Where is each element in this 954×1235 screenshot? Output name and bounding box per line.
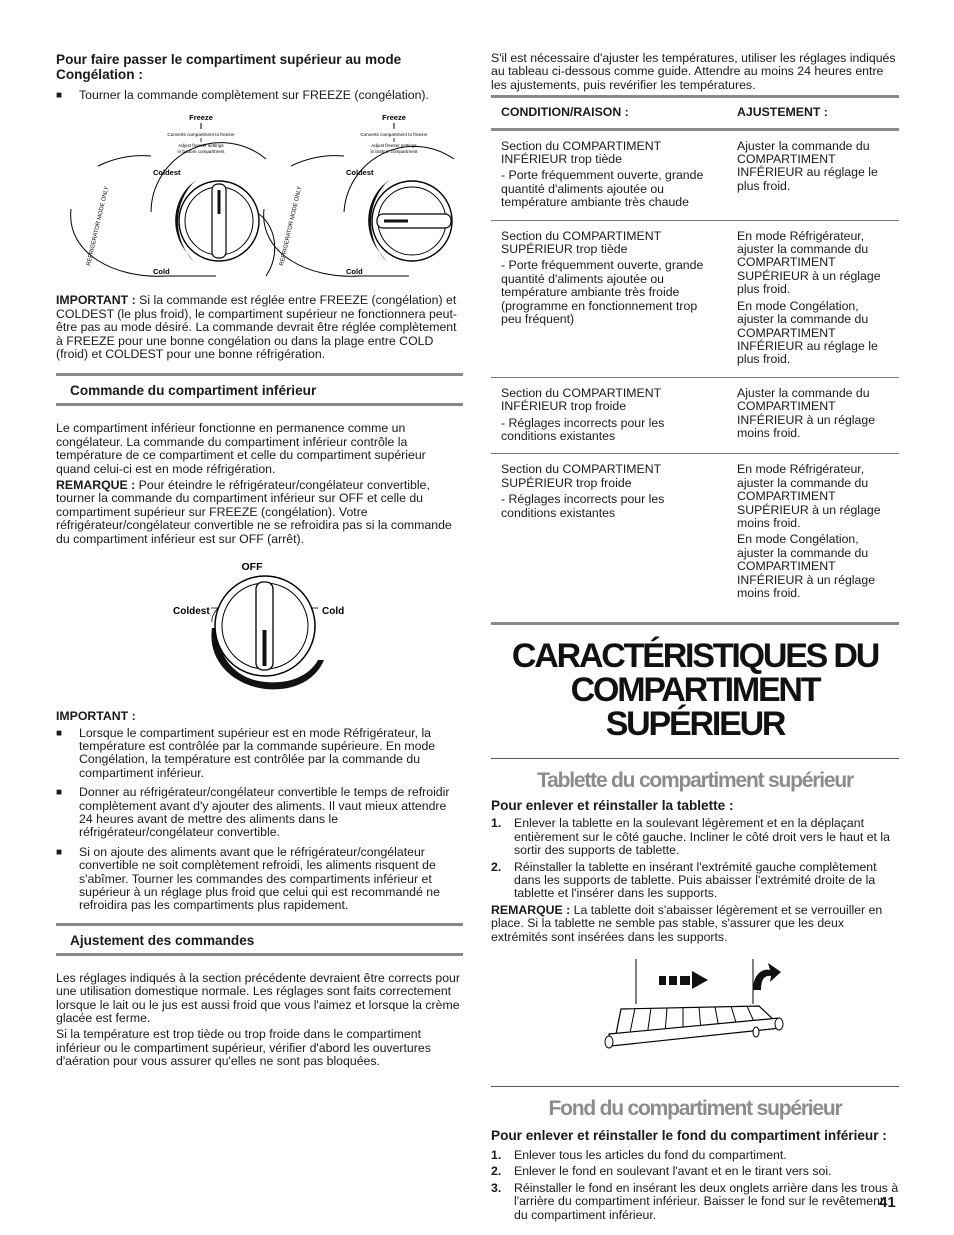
adjust-label-1: Adjust freezer settings (371, 143, 417, 149)
adjust-label-2: in bottom compartment (370, 149, 418, 155)
condition-cell: Section du COMPARTIMENT INFÉRIEUR trop froide - Réglages incorrects pour les conditions existantes (491, 377, 727, 454)
off-label: OFF (241, 561, 263, 574)
side-label: REFRIGERATOR MODE ONLY (86, 186, 111, 267)
side-label: REFRIGERATOR MODE ONLY (279, 186, 304, 267)
column-header-condition: CONDITION/RAISON : (491, 97, 727, 129)
freeze-bullet: ■ Tourner la commande complètement sur FREEZE (congélation). (56, 88, 429, 102)
shelf-steps (491, 817, 899, 900)
bullet-square-icon: ■ (56, 787, 63, 799)
table-row (491, 220, 899, 377)
shelf-remarque: REMARQUE : La tablette doit s'abaisser légèrement et se verrouiller en place. Si la tablette ne semble pas stable, s'assurer que les deux extrémités sont insérées dans les supports. (491, 902, 883, 944)
cold-label: Cold (153, 267, 170, 277)
list-item: 2. Enlever le fond en soulevant l'avant et en le tirant vers soi. (491, 1164, 832, 1179)
list-item: 1. Enlever tous les articles du fond du compartiment. (491, 1148, 787, 1163)
bullet-square-icon: ■ (56, 90, 63, 101)
shelf-subheading: Pour enlever et réinstaller la tablette : (491, 798, 734, 814)
freeze-label: Freeze (189, 113, 213, 123)
left-arrow-icon (659, 971, 708, 989)
bullet-square-icon: ■ (56, 727, 63, 739)
list-item: 3. Réinstaller le fond en insérant les deux onglets arrière dans les trous à l'arrière du compartiment inférieur. Baisser le fond sur le revêtement du compartiment inférieur. (491, 1180, 899, 1222)
adjustment-table (491, 95, 899, 610)
important-bullets (56, 727, 463, 913)
section-heading-lower-control: Commande du compartiment inférieur (56, 373, 463, 406)
cold-label: Cold (346, 267, 363, 277)
coldest-label: Coldest (173, 606, 210, 618)
freeze-mode-heading: Pour faire passer le compartiment supérieur au mode Congélation : (56, 52, 402, 82)
title-bottom-rule (491, 758, 899, 759)
upper-control-dial-figure (56, 104, 463, 284)
list-item: ■ Lorsque le compartiment supérieur est en mode Réfrigérateur, la température est contrôlée par la commande supérieure. En mode Congélation, la température est contrôlée par la commande du compartiment inférieur. (56, 725, 436, 780)
main-title (491, 637, 899, 744)
table-row (491, 129, 899, 220)
converts-label: Converts compartment to freezer (360, 132, 428, 138)
list-item: ■ Si on ajoute des aliments avant que le réfrigérateur/congélateur convertible ne soit complètement refroidi, les aliments risquent de s'abîmer. Tourner les commandes des compartiments inférieur et supérieur à un réglage plus froid que celui qui est recommandé ne refroidira pas les compartiments plus rapidement. (56, 844, 440, 913)
dial-freezer-mode (264, 113, 454, 276)
table-row (491, 454, 899, 611)
bottom-subheading: Pour enlever et réinstaller le fond du compartiment inférieur : (491, 1128, 887, 1144)
adjust-cell: En mode Réfrigérateur, ajuster la commande du COMPARTIMENT SUPÉRIEUR à un réglage plus froid. En mode Congélation, ajuster la commande du COMPARTIMENT INFÉRIEUR au réglage le plus froid. (727, 220, 899, 377)
table-header-row (491, 97, 899, 129)
adjust-paragraph-1: Les réglages indiqués à la section précédente devraient être corrects pour une utilisation domestique normale. Les réglages sont faits correctement lorsque le lait ou le jus est aussi froid que vous l'aimez et lorsque la crème glacée est ferme. (56, 970, 460, 1025)
curved-up-arrow-icon (753, 963, 781, 990)
main-title-line-2: COMPARTIMENT SUPÉRIEUR (570, 671, 820, 744)
condition-cell: Section du COMPARTIMENT INFÉRIEUR trop tiède - Porte fréquemment ouverte, grande quantité d'aliments ajoutée ou température ambiante très chaude (491, 129, 727, 220)
page-number: 41 (879, 1194, 896, 1211)
adjust-cell: Ajuster la commande du COMPARTIMENT INFÉRIEUR à un réglage moins froid. (727, 377, 899, 454)
cold-label: Cold (322, 606, 345, 618)
important-paragraph: IMPORTANT : Si la commande est réglée entre FREEZE (congélation) et COLDEST (le plus froid), le compartiment supérieur ne fonctionnera peut-être pas au mode désiré. La commande devrait être réglée complètement à FREEZE pour une bonne congélation ou dans la plage entre COLD (froid) et COLDEST pour une bonne réfrigération. (56, 293, 457, 362)
list-item: 2. Réinstaller la tablette en insérant l'extrémité gauche complètement dans les supports de tablette. Puis abaisser l'extrémité droite de la tablette et l'insérer dans les supports. (491, 859, 877, 901)
important2-label: IMPORTANT : (56, 709, 136, 724)
freeze-label: Freeze (382, 113, 406, 123)
bottom-section-title: Fond du compartiment supérieur (548, 1097, 842, 1121)
shelf-illustration (491, 954, 899, 1074)
shelf-section-title: Tablette du compartiment supérieur (537, 769, 853, 793)
adjust-label-1: Adjust freezer settings (178, 143, 224, 149)
dial-refrigerator-mode (71, 113, 275, 276)
adjust-paragraph-2: Si la température est trop tiède ou trop froide dans le compartiment inférieur ou le compartiment supérieur, vérifier d'abord les ouvertures d'aération pour vous assurer qu'elles ne sont pas bloquées. (56, 1027, 431, 1069)
title-top-rule (491, 622, 899, 625)
table-row (491, 377, 899, 454)
list-item: ■ Donner au réfrigérateur/congélateur convertible le temps de refroidir complètement avant d'y ajouter des aliments. Il vaut mieux attendre 24 heures avant de mettre des aliments dans le réfrigérateur/congélateur convertible. (56, 785, 450, 840)
right-column (491, 52, 899, 1222)
left-column (56, 52, 463, 1069)
condition-cell: Section du COMPARTIMENT SUPÉRIEUR trop froide - Réglages incorrects pour les conditions existantes (501, 462, 665, 520)
table-intro: S'il est nécessaire d'ajuster les températures, utiliser les réglages indiqués au tableau ci-dessous comme guide. Attendre au moins 24 heures entre les ajustements, puis revérifier les températures. (491, 51, 896, 92)
column-header-adjust: AJUSTEMENT : (727, 97, 899, 129)
section-heading-adjust: Ajustement des commandes (56, 923, 463, 956)
bottom-steps (491, 1149, 899, 1222)
section-rule (491, 1086, 899, 1087)
list-item: 1. Enlever la tablette en la soulevant légèrement et en la déplaçant entièrement sur le côté gauche. Incliner le côté droit vers le haut et la sortir des supports de tablette. (491, 816, 890, 858)
adjust-label-2: in bottom compartment (177, 149, 225, 155)
converts-label: Converts compartment to freezer (167, 132, 235, 138)
condition-cell: Section du COMPARTIMENT SUPÉRIEUR trop tiède - Porte fréquemment ouverte, grande quantité d'aliments ajoutée ou température ambiante très froide (programme en fonctionnement trop peu fréquent) (491, 220, 727, 377)
bullet-square-icon: ■ (56, 846, 63, 858)
lower-control-dial-figure (56, 556, 463, 696)
coldest-label: Coldest (346, 168, 374, 178)
adjust-cell: En mode Réfrigérateur, ajuster la commande du COMPARTIMENT SUPÉRIEUR à un réglage moins froid. En mode Congélation, ajuster la commande du COMPARTIMENT INFÉRIEUR à un réglage moins froid. (737, 462, 881, 600)
lower-control-paragraph: Le compartiment inférieur fonctionne en permanence comme un congélateur. La commande du compartiment inférieur contrôle la température de ce compartiment et celle du compartiment supérieur quand celui-ci est en mode réfrigération. (56, 421, 426, 476)
adjust-cell: Ajuster la commande du COMPARTIMENT INFÉRIEUR au réglage le plus froid. (727, 129, 899, 220)
coldest-label: Coldest (153, 168, 181, 178)
remarque-paragraph: REMARQUE : Pour éteindre le réfrigérateur/congélateur convertible, tourner la commande du compartiment inférieur sur OFF et celle du compartiment supérieur sur FREEZE (congélation). Votre réfrigérateur/congélateur convertible ne se refroidira pas si la commande du compartiment inférieur est sur OFF (arrêt). (56, 478, 452, 546)
main-title-line-1: CARACTÉRISTIQUES DU (511, 637, 879, 676)
